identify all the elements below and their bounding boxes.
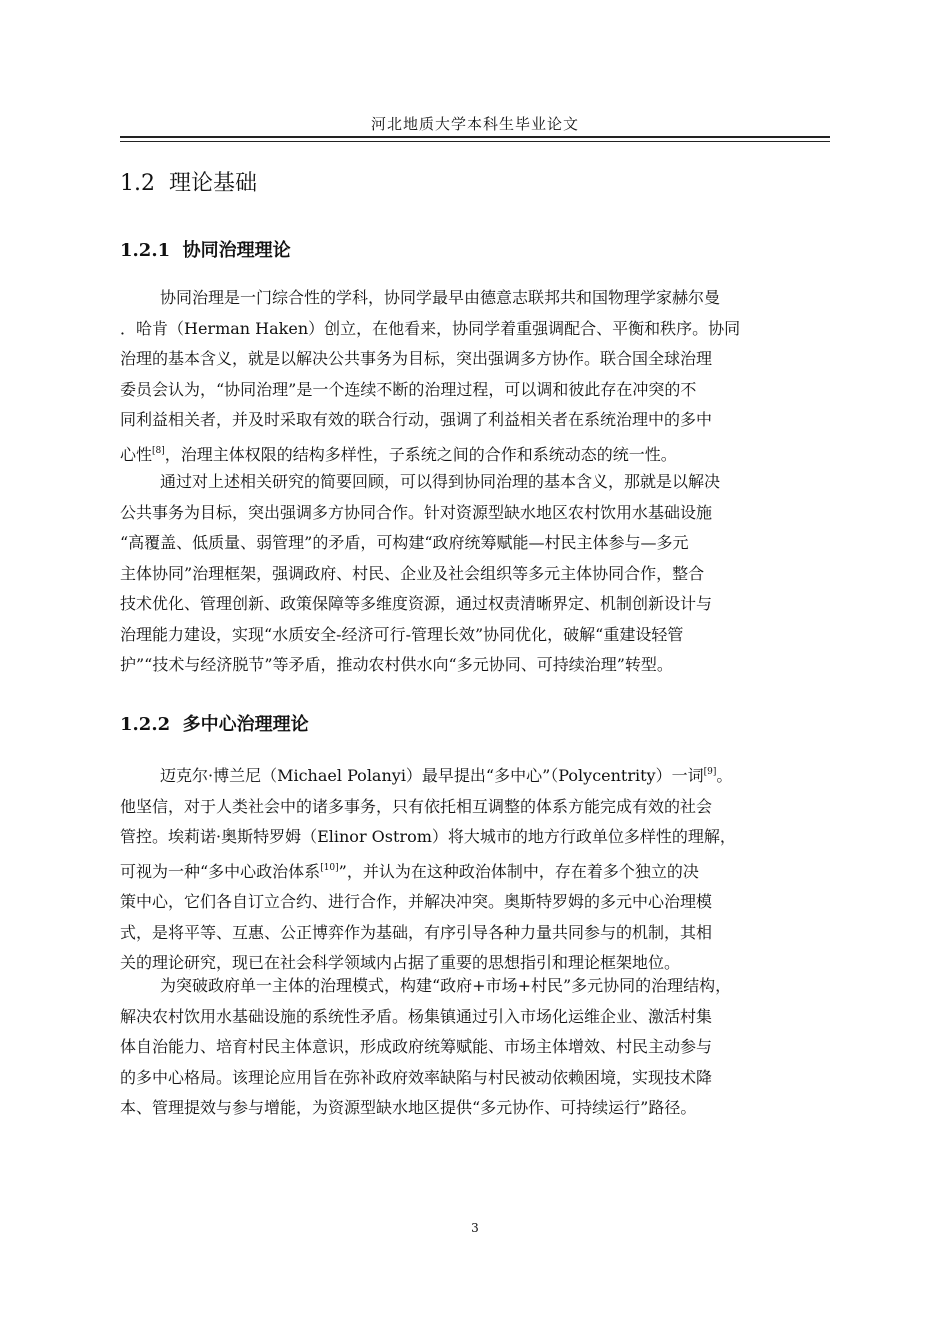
text-line: 为突破政府单一主体的治理模式，构建“政府+市场+村民”多元协同的治理结构，: [160, 976, 732, 995]
text-line: 式，是将平等、互惠、公正博弈作为基础，有序引导各种力量共同参与的机制，其相: [120, 922, 713, 942]
paragraph-1: [120, 283, 830, 470]
text-line: 委员会认为，“协同治理”是一个连续不断的治理过程，可以调和彼此存在冲突的不: [120, 379, 697, 399]
subsection-number: 1.2.1: [120, 240, 171, 261]
text-line: 解决农村饮用水基础设施的系统性矛盾。杨集镇通过引入市场化运维企业、激活村集: [120, 1006, 713, 1026]
text-line: “高覆盖、低质量、弱管理”的矛盾，可构建“政府统筹赋能—村民主体参与—多元: [120, 533, 689, 552]
text-fragment: ，治理主体权限的结构多样性，子系统之间的合作和系统动态的统一性。: [164, 444, 677, 464]
text-line: 治理的基本含义，就是以解决公共事务为目标，突出强调多方协作。联合国全球治理: [120, 349, 713, 368]
text-line: 公共事务为目标，突出强调多方协同合作。针对资源型缺水地区农村饮用水基础设施: [120, 502, 713, 522]
subsection-heading-1: [120, 236, 291, 262]
text-line: [120, 436, 830, 471]
text-fragment: 。: [716, 766, 733, 785]
text-line: 的多中心格局。该理论应用旨在弥补政府效率缺陷与村民被动依赖困境，实现技术降: [120, 1067, 713, 1087]
subsection-number: 1.2.2: [120, 714, 171, 735]
paragraph-4: [120, 971, 830, 1124]
text-fragment: 可视为一种“多中心政治体系: [120, 861, 321, 881]
text-line: ．哈肯（Herman Haken）创立，在他看来，协同学着重强调配合、平衡和秩序。协同: [120, 318, 741, 338]
text-line: 治理能力建设，实现“水质安全-经济可行-管理长效”协同优化，破解“重建设轻管: [120, 624, 684, 644]
text-line: [120, 757, 830, 792]
text-line: 体自治能力、培育村民主体意识，形成政府统筹赋能、市场主体增效、村民主动参与: [120, 1037, 713, 1056]
header-rule-thin: [120, 141, 830, 142]
section-number: 1.2: [120, 171, 155, 196]
header-rule: [120, 136, 830, 138]
running-header: 河北地质大学本科生毕业论文: [370, 115, 579, 133]
section-title: 理论基础: [169, 171, 258, 196]
text-line: 护”“技术与经济脱节”等矛盾，推动农村供水向“多元协同、可持续治理”转型。: [120, 655, 673, 674]
subsection-title: 协同治理理论: [182, 240, 291, 261]
page-number: 3: [471, 1221, 479, 1235]
text-fragment: 迈克尔·博兰尼（Michael Polanyi）最早提出“多中心”（Polycentrity）一词: [160, 766, 704, 785]
text-line: 管控。埃莉诺·奥斯特罗姆（Elinor Ostrom）将大城市的地方行政单位多样性的理解，: [120, 827, 736, 846]
section-heading: [120, 166, 257, 197]
text-line: 关的理论研究，现已在社会科学领域内占据了重要的思想指引和理论框架地位。: [120, 953, 681, 972]
citation-10[interactable]: [10]: [320, 862, 339, 873]
paragraph-2: [120, 467, 830, 681]
text-line: 通过对上述相关研究的简要回顾，可以得到协同治理的基本含义，那就是以解决: [160, 472, 721, 491]
text-line: 同利益相关者，并及时采取有效的联合行动，强调了利益相关者在系统治理中的多中: [120, 410, 713, 429]
citation-9[interactable]: [9]: [703, 767, 717, 777]
text-line: 协同治理是一门综合性的学科，协同学最早由德意志联邦共和国物理学家赫尔曼: [160, 288, 721, 307]
citation-8[interactable]: [8]: [152, 445, 165, 456]
subsection-title: 多中心治理理论: [182, 714, 309, 735]
text-line: 本、管理提效与参与增能，为资源型缺水地区提供“多元协作、可持续运行”路径。: [120, 1098, 697, 1117]
text-line: 策中心，它们各自订立合约、进行合作，并解决冲突。奥斯特罗姆的多元中心治理模: [120, 892, 713, 911]
text-line: [120, 853, 830, 888]
text-fragment: ”，并认为在这种政治体制中，存在着多个独立的决: [338, 861, 699, 881]
paragraph-3: [120, 757, 830, 979]
subsection-heading-2: [120, 710, 309, 736]
text-line: 主体协同”治理框架，强调政府、村民、企业及社会组织等多元主体协同合作，整合: [120, 563, 705, 583]
text-line: 他坚信，对于人类社会中的诸多事务，只有依托相互调整的体系方能完成有效的社会: [120, 796, 713, 816]
text-line: 技术优化、管理创新、政策保障等多维度资源，通过权责清晰界定、机制创新设计与: [120, 594, 713, 613]
text-fragment: 心性: [120, 444, 153, 464]
